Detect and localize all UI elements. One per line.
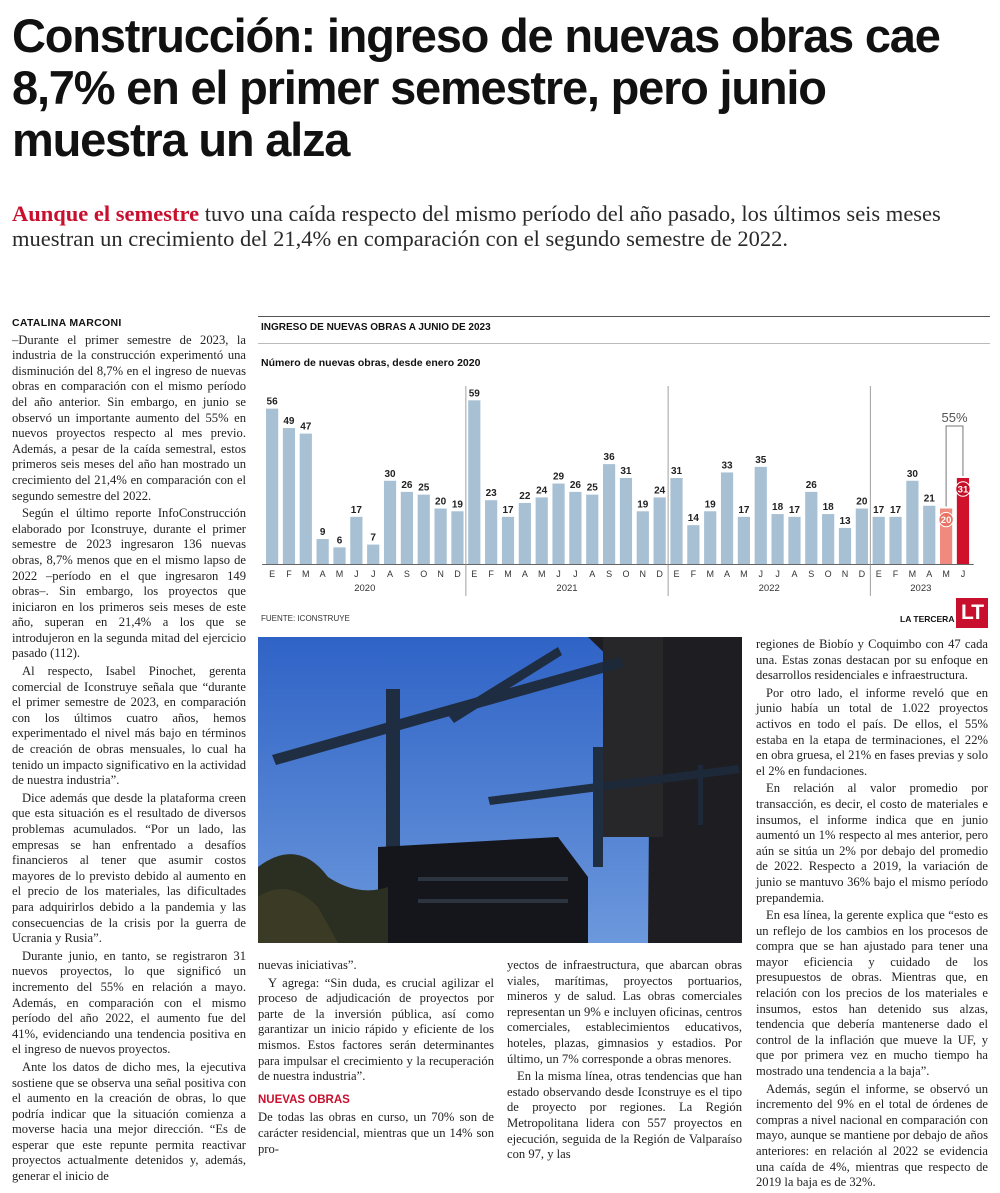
bar-11 [451, 511, 463, 564]
author-byline: CATALINA MARCONI [12, 317, 122, 329]
month-tick-label-40: M [942, 569, 950, 579]
bar-38 [906, 481, 918, 564]
month-tick-label-17: J [556, 569, 561, 579]
bar-4 [333, 547, 345, 564]
bar-value-label-17: 29 [552, 471, 565, 483]
month-tick-label-32: S [808, 569, 815, 579]
paragraph: Por otro lado, el informe reveló que en junio había un total de 1.022 proyectos activos en todo el país. De ellos, el 55% estaba en la etapa de terminaciones, el 22% en obra gruesa, el 21% en fases previas y solo el 2% en fundaciones. [756, 685, 988, 778]
month-tick-label-5: J [354, 569, 359, 579]
chart-infographic [258, 316, 990, 628]
paragraph: En relación al valor promedio por transacción, es decir, el costo de materiales e insumos, el informe indica que en junio aumentó un 1% respecto al mes anterior, pero aún se sitúa un 2% por debajo del promedio de 2022. Respecto a 2019, la variación de junio se mantuvo 36% bajo el mismo período prepandemia. [756, 781, 988, 905]
bar-0 [266, 409, 278, 564]
month-tick-label-1: F [286, 569, 292, 579]
bar-16 [536, 497, 548, 564]
bar-value-label-15: 22 [519, 490, 531, 502]
bar-37 [889, 517, 901, 564]
bar-value-label-25: 14 [687, 513, 699, 525]
bar-value-label-32: 26 [805, 479, 817, 491]
chart-heading: INGRESO DE NUEVAS OBRAS A JUNIO DE 2023 [261, 322, 491, 333]
bar-value-label-34: 13 [839, 515, 851, 527]
paragraph: regiones de Biobío y Coquimbo con 47 cada una. Estas zonas destacan por su enfoque en desarrollos residenciales e infraestructura. [756, 637, 988, 683]
la-tercera-logo: LT [956, 598, 988, 628]
chart-top-rule [258, 316, 990, 317]
month-tick-label-36: E [875, 569, 882, 579]
bar-36 [873, 517, 885, 564]
deck-rest: tuvo una caída respecto del mismo período del año pasado, los últimos seis meses muestran un crecimiento del 21,4% en comparación con el segundo semestre de 2022. [12, 201, 941, 251]
bar-value-label-14: 17 [502, 504, 514, 516]
bar-value-label-39: 21 [923, 493, 935, 505]
bar-value-label-26: 19 [704, 499, 716, 511]
month-tick-label-37: F [892, 569, 899, 579]
deck [12, 201, 987, 251]
month-tick-label-33: O [824, 569, 832, 579]
bar-value-label-9: 25 [418, 482, 430, 494]
paragraph: yectos de infraestructura, que abarcan obras viales, marítimas, proyectos portuarios, mineros y de salud. Las obras comerciales representan un 9% e incluyen oficinas, centros comerciales, establecimientos educativos, hoteles, plazas, gimnasios y estadios. Por último, un 7% corresponde a obras menores. [507, 958, 742, 1066]
bar-value-label-40: 20 [940, 515, 952, 527]
month-tick-label-19: A [589, 569, 596, 579]
month-tick-label-23: D [656, 569, 663, 579]
month-tick-label-14: M [504, 569, 512, 579]
construction-cranes-photo [258, 637, 742, 943]
month-tick-label-3: A [319, 569, 326, 579]
month-tick-label-6: J [370, 569, 376, 579]
bar-9 [418, 495, 430, 564]
month-tick-label-31: A [791, 569, 798, 579]
bar-6 [367, 545, 379, 564]
bar-value-label-7: 30 [384, 468, 396, 480]
article-column-1 [12, 316, 246, 1187]
bar-value-label-24: 31 [670, 466, 683, 477]
bar-33 [822, 514, 834, 564]
bar-value-label-21: 31 [620, 466, 632, 477]
bar-20 [603, 464, 615, 564]
month-tick-label-22: N [639, 569, 647, 579]
month-tick-label-20: S [606, 569, 613, 579]
month-tick-label-38: M [908, 569, 917, 579]
bar-17 [552, 484, 564, 564]
bar-chart [258, 372, 990, 612]
paragraph: En esa línea, la gerente explica que “esto es un reflejo de los cambios en los procesos de compra que se han ajustado para tener una mayor eficiencia y cuidado de los presupuestos de obras. Mientras que, en relación con los precios de los materiales e insumos, estos han detenido sus alzas, tendencia que debería mantenerse dado el control de la inflación que mueve la UF, y que por primera vez en mucho tiempo ha mostrado una tendencia a la baja”. [756, 908, 988, 1079]
year-label-2021: 2021 [556, 583, 578, 594]
paragraph: Además, según el informe, se observó un incremento del 9% en el total de órdenes de compras a nivel nacional en comparación con mayo, aunque se mantiene por debajo de años anteriores: en relación al 2022 se evidencia una caída de 4%, mientras que respecto de 2019 la baja es de 32%. [756, 1081, 988, 1190]
month-tick-label-10: N [437, 569, 444, 579]
month-tick-label-34: N [841, 569, 849, 579]
bar-value-label-16: 24 [536, 485, 548, 497]
section-subhead: NUEVAS OBRAS [258, 1093, 350, 1106]
growth-annotation: 55% [941, 410, 968, 425]
bar-14 [502, 517, 514, 564]
bar-30 [772, 514, 784, 564]
year-label-2020: 2020 [354, 583, 376, 594]
bar-12 [468, 400, 480, 564]
bar-value-label-2: 47 [300, 421, 312, 433]
month-tick-label-7: A [387, 569, 394, 579]
paragraph: Durante junio, en tanto, se registraron 31 nuevos proyectos, lo que significó un incremento del 55% en relación a mayo. Además, en comparación con el mismo período del año 2022, el aumento fue del 41%, evidenciando una tendencia positiva en el ingreso de nuevos proyectos. [12, 948, 246, 1057]
bar-value-label-11: 19 [451, 499, 464, 511]
bar-value-label-13: 23 [485, 488, 497, 500]
month-tick-label-21: O [622, 569, 630, 579]
bar-value-label-37: 17 [889, 504, 902, 516]
bar-value-label-36: 17 [873, 504, 885, 516]
paragraph: nuevas iniciativas”. [258, 958, 357, 972]
month-tick-label-41: J [960, 569, 966, 579]
bar-10 [435, 509, 447, 564]
bar-value-label-19: 25 [586, 482, 598, 494]
bar-value-label-35: 20 [856, 496, 868, 508]
month-tick-label-0: E [269, 569, 276, 579]
month-tick-label-24: E [673, 569, 680, 579]
bar-value-label-23: 24 [654, 485, 666, 497]
month-tick-label-35: D [858, 569, 866, 579]
bar-22 [637, 511, 649, 564]
headline: Construcción: ingreso de nuevas obras cae 8,7% en el primer semestre, pero junio muestra un alza [12, 9, 940, 166]
photo-illustration [258, 637, 742, 943]
month-tick-label-9: O [420, 569, 428, 579]
bar-28 [738, 517, 750, 564]
year-label-2022: 2022 [758, 583, 780, 594]
year-label-2023: 2023 [910, 583, 932, 594]
bar-8 [401, 492, 413, 564]
month-tick-label-30: J [775, 569, 780, 579]
article-column-4 [756, 637, 988, 1193]
bar-value-label-33: 18 [822, 502, 834, 514]
bar-27 [721, 472, 733, 564]
paragraph: Dice además que desde la plataforma creen que esta situación es el resultado de diversos problemas acumulados. “Por un lado, las empresas se han enfrentado a desafíos financieros al tener que asumir costos mayores de lo previsto debido al aumento en el precio de los materiales, las dificultades para adquirirlos debido a la pandemia y las consecuencias de la crisis por la guerra de Ucrania y Rusia”. [12, 790, 246, 946]
bar-39 [923, 506, 935, 564]
bar-value-label-29: 35 [755, 454, 767, 466]
paragraph: Al respecto, Isabel Pinochet, gerenta comercial de Iconstruye señala que “durante el primer semestre de 2023, en comparación con los últimos cuatro años, hemos experimentado el nivel más bajo en términos de creación de obras mensuales, lo cual ha tenido un impacto significativo en la actividad de nuestra industria”. [12, 664, 246, 788]
month-tick-label-39: A [926, 569, 933, 579]
month-tick-label-12: E [471, 569, 478, 579]
month-tick-label-15: A [521, 569, 528, 579]
bar-value-label-6: 7 [370, 532, 376, 544]
bar-23 [654, 497, 666, 564]
bar-value-label-5: 17 [350, 504, 362, 516]
bar-35 [856, 509, 868, 564]
bar-21 [620, 478, 632, 564]
month-tick-label-4: M [335, 569, 344, 579]
month-tick-label-13: F [488, 569, 494, 579]
bar-value-label-18: 26 [569, 479, 581, 491]
article-column-3 [507, 958, 742, 1165]
deck-lead: Aunque el semestre [12, 201, 200, 226]
month-tick-label-27: A [724, 569, 731, 579]
chart-title: Número de nuevas obras, desde enero 2020 [261, 357, 481, 369]
bar-3 [317, 539, 329, 564]
bar-2 [300, 434, 312, 564]
bar-value-label-38: 30 [906, 468, 918, 480]
month-tick-label-8: S [403, 569, 410, 579]
paragraph: De todas las obras en curso, un 70% son de carácter residencial, mientras que un 14% son pro- [258, 1110, 494, 1156]
article-column-2 [258, 958, 494, 1159]
bar-value-label-20: 36 [603, 452, 615, 464]
bar-18 [569, 492, 581, 564]
bar-value-label-31: 17 [788, 504, 801, 516]
month-tick-label-18: J [573, 569, 578, 579]
month-tick-label-11: D [454, 569, 461, 579]
bar-29 [755, 467, 767, 564]
bar-13 [485, 500, 497, 564]
month-tick-label-28: M [740, 569, 748, 579]
bar-value-label-1: 49 [283, 416, 295, 428]
paragraph: –Durante el primer semestre de 2023, la industria de la construcción experimentó una disminución del 8,7% en el ingreso de nuevas obras en comparación con el mismo período del año anterior. Sin embargo, en junio se observó un importante aumento del 55% en nuevos proyectos respecto al mes previo. Además, a pesar de la caída semestral, estos primeros seis meses del año han mostrado un crecimiento del 21,4% en comparación con el segundo semestre del 2022. [12, 332, 246, 503]
paragraph: En la misma línea, otras tendencias que han estado observando desde Iconstruye es el tipo de proyecto por regiones. La Región Metropolitana lidera con 557 proyectos en ejecución, seguida de la Región de Valparaíso con 97, y las [507, 1069, 742, 1162]
month-tick-label-26: M [706, 569, 714, 579]
bar-24 [670, 478, 682, 564]
bar-34 [839, 528, 851, 564]
bar-value-label-28: 17 [738, 504, 750, 516]
bar-value-label-22: 19 [637, 499, 649, 511]
bar-31 [788, 517, 800, 564]
bar-1 [283, 428, 295, 564]
bar-7 [384, 481, 396, 564]
paragraph: Y agrega: “Sin duda, es crucial agilizar el proceso de adjudicación de proyectos por parte de la inversión pública, así como garantizar un inicio rápido y eficiente de los mismos. Estos factores serán determinantes para impulsar el crecimiento y la recuperación de nuestra industria”. [258, 975, 494, 1084]
bar-15 [519, 503, 531, 564]
month-tick-label-29: J [758, 569, 763, 579]
bar-25 [687, 525, 699, 564]
month-tick-label-2: M [302, 569, 310, 579]
bar-value-label-4: 6 [336, 535, 343, 547]
chart-source: FUENTE: ICONSTRUYE [261, 614, 350, 623]
bar-value-label-8: 26 [401, 479, 413, 491]
bar-5 [350, 517, 362, 564]
paragraph: Ante los datos de dicho mes, la ejecutiva sostiene que se observa una señal positiva con el aumento en la creación de obras, lo que podría indicar que la situación comienza a moverse hacia una mejor dirección. “Es de esperar que este repunte permita reactivar proyectos actualmente detenidos y, además, generar el inicio de [12, 1059, 246, 1184]
bar-value-label-41: 31 [957, 484, 969, 496]
bar-value-label-3: 9 [319, 527, 326, 539]
bar-value-label-0: 56 [266, 396, 278, 408]
bar-26 [704, 511, 716, 564]
month-tick-label-25: F [690, 569, 697, 579]
bar-value-label-12: 59 [468, 388, 480, 400]
brand-name: LA TERCERA [900, 614, 955, 624]
bar-value-label-27: 33 [721, 460, 733, 472]
month-tick-label-16: M [537, 569, 546, 579]
bar-19 [586, 495, 598, 564]
paragraph: Según el último reporte InfoConstrucción elaborado por Iconstruye, durante el primer semestre de 2023 ingresaron 136 nuevas obras, 8,7% menos que en el mismo lapso de 2022 –período en el que ingresaron 149 obras–. Sin embargo, los proyectos que iniciaron en los primeros seis meses de este año, superan en 21,4% a los que se introdujeron en la segunda mitad del ejercicio pasado (112). [12, 506, 246, 661]
bar-value-label-10: 20 [435, 496, 447, 508]
bar-value-label-30: 18 [772, 502, 784, 514]
chart-divider [258, 343, 990, 344]
bar-32 [805, 492, 817, 564]
